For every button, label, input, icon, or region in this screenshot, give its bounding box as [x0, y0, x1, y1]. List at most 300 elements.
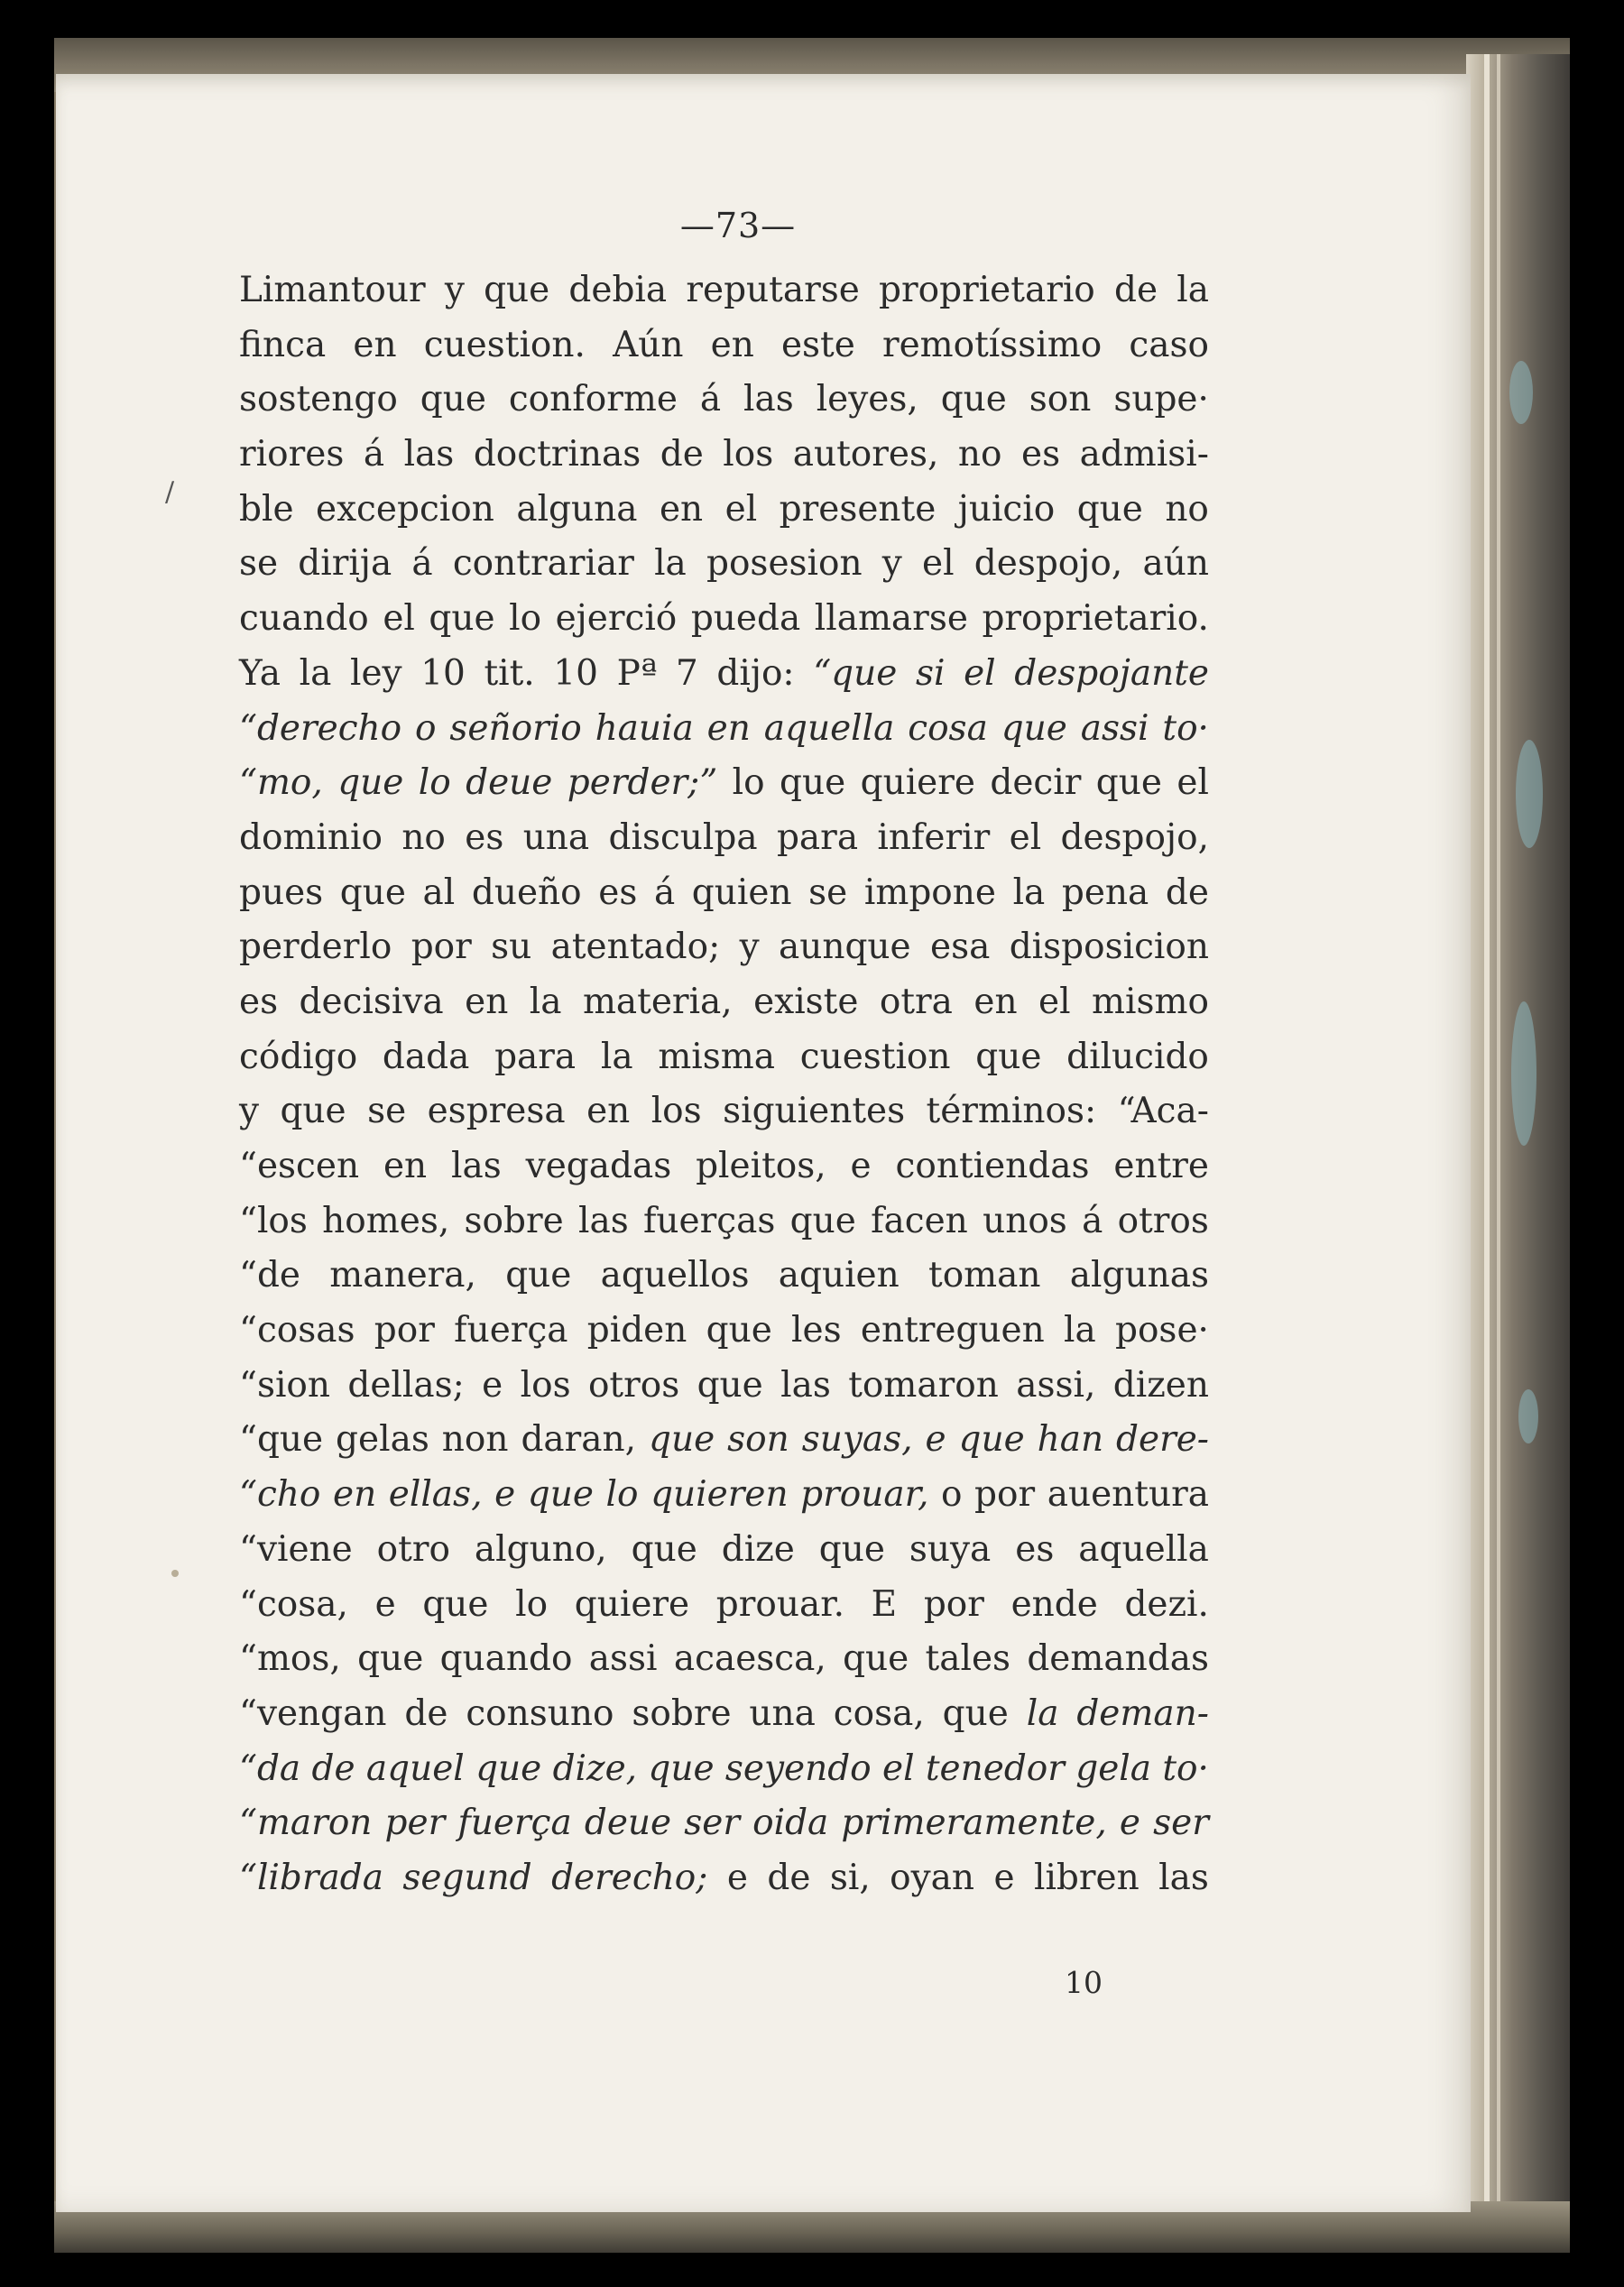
word: esa	[929, 927, 991, 968]
word: pose·	[1114, 1310, 1209, 1351]
word: y	[239, 1091, 260, 1132]
word: e	[850, 1146, 872, 1186]
word: lo	[515, 1583, 549, 1625]
word: unos	[983, 1200, 1067, 1241]
italic-word: “que	[813, 652, 898, 694]
italic-word: lo	[605, 1474, 639, 1516]
word: el	[383, 598, 415, 640]
word: “viene	[239, 1528, 353, 1570]
text-line	[239, 1249, 1209, 1304]
word: dada	[382, 1036, 470, 1077]
word: es	[239, 981, 279, 1022]
word: tomaron	[848, 1364, 999, 1406]
italic-word: que	[527, 1474, 594, 1516]
text-line	[239, 1139, 1209, 1194]
italic-word: aquella	[763, 707, 895, 749]
word: dueño	[471, 871, 582, 913]
word: gelas	[336, 1419, 429, 1461]
italic-word: deman-	[1076, 1692, 1209, 1734]
word: que	[484, 270, 550, 310]
paper-spot	[171, 1570, 179, 1577]
word: “que	[239, 1419, 324, 1461]
word: juicio	[957, 488, 1056, 530]
italic-word: cosa	[908, 707, 988, 749]
word: e	[374, 1583, 396, 1625]
word: excepcion	[315, 488, 494, 530]
word: no	[957, 434, 1002, 475]
word: que	[631, 1528, 697, 1570]
word: aquellos	[600, 1255, 750, 1296]
word: es	[465, 816, 504, 858]
word: supe·	[1113, 379, 1209, 420]
word: 7	[675, 652, 698, 694]
word: homes,	[322, 1200, 450, 1241]
italic-word: el	[964, 652, 996, 694]
word: ble	[239, 488, 294, 530]
italic-word: “derecho	[239, 707, 402, 749]
text-line	[239, 1468, 1209, 1523]
word: manera,	[329, 1255, 476, 1296]
word: presente	[779, 488, 937, 530]
word: cosa,	[833, 1692, 925, 1734]
word: á	[699, 379, 722, 420]
italic-word: to·	[1162, 707, 1209, 749]
italic-word: “mo,	[239, 762, 323, 804]
italic-word: que	[649, 1419, 715, 1461]
word: aunque	[778, 927, 911, 968]
text-line	[239, 537, 1209, 592]
word: que	[1076, 488, 1143, 530]
word: contrariar	[452, 543, 634, 585]
word: Limantour	[239, 270, 426, 310]
word: que	[940, 379, 1007, 420]
word: se	[808, 871, 848, 913]
text-line	[239, 1632, 1209, 1687]
word: el	[1176, 762, 1209, 804]
word: impone	[863, 871, 996, 913]
word: que	[505, 1255, 572, 1296]
word: que	[420, 379, 486, 420]
word: el	[1009, 816, 1042, 858]
word: atentado;	[550, 927, 721, 968]
text-line	[239, 428, 1209, 483]
page-number: —73—	[679, 206, 797, 245]
signature-mark: 10	[1065, 1965, 1103, 2000]
word: lo	[732, 762, 765, 804]
text-line	[239, 756, 1209, 811]
text-line	[239, 1851, 1209, 1906]
word: prouar.	[715, 1583, 845, 1625]
word: dijo:	[716, 652, 795, 694]
word: que	[357, 1638, 424, 1680]
word: materia,	[582, 981, 733, 1022]
word: o	[940, 1474, 963, 1516]
italic-word: ser	[684, 1803, 740, 1844]
word: conforme	[508, 379, 678, 420]
text-line	[239, 1084, 1209, 1139]
word: la	[600, 1036, 633, 1077]
word: les	[791, 1310, 842, 1351]
word: pleitos,	[696, 1146, 826, 1186]
word: que	[339, 871, 406, 913]
word: doctrinas	[473, 434, 641, 475]
text-line	[239, 1194, 1209, 1250]
word: e	[726, 1857, 748, 1898]
word: algunas	[1069, 1255, 1209, 1296]
word: despojo,	[973, 543, 1123, 585]
word: la	[1064, 1310, 1096, 1351]
text-line	[239, 592, 1209, 647]
water-stain	[1509, 361, 1533, 424]
word: términos:	[926, 1091, 1097, 1132]
italic-word: e	[1119, 1803, 1141, 1844]
italic-word: han	[1037, 1419, 1104, 1461]
word: la	[1012, 871, 1046, 913]
word: no	[401, 816, 446, 858]
word: 10	[553, 652, 598, 694]
word: por	[974, 1474, 1036, 1516]
word: mismo	[1092, 981, 1209, 1022]
word: dezi.	[1124, 1583, 1209, 1625]
word: “Aca-	[1117, 1091, 1209, 1132]
word: leyes,	[816, 379, 918, 420]
word: sostengo	[239, 379, 398, 420]
word: es	[1015, 1528, 1055, 1570]
word: facen	[871, 1200, 968, 1241]
word: á	[1082, 1200, 1103, 1241]
word: una	[749, 1692, 816, 1734]
word: quando	[439, 1638, 573, 1680]
word: en	[353, 324, 397, 365]
word: para	[776, 816, 859, 858]
word: á	[653, 871, 676, 913]
italic-word: deue	[466, 762, 553, 804]
italic-word: segund	[402, 1857, 532, 1898]
italic-word: aquel	[365, 1748, 465, 1789]
word: que	[942, 1692, 1009, 1734]
word: en	[586, 1091, 631, 1132]
word: cuando	[239, 598, 369, 640]
page-stack-edge	[1466, 54, 1570, 2246]
italic-word: gela	[1075, 1748, 1152, 1789]
word: en	[659, 488, 704, 530]
word: para	[494, 1036, 577, 1077]
stray-pen-mark: /	[165, 476, 175, 508]
word: caso	[1129, 324, 1209, 365]
word: otro	[376, 1528, 450, 1570]
word: dize	[721, 1528, 795, 1570]
word: toman	[928, 1255, 1041, 1296]
word: aún	[1142, 543, 1209, 585]
word: las	[1158, 1857, 1209, 1898]
word: ende	[1010, 1583, 1098, 1625]
word: su	[491, 927, 532, 968]
italic-word: suyas,	[801, 1419, 913, 1461]
text-line	[239, 811, 1209, 866]
word: quiere	[860, 762, 975, 804]
word: “vengan	[239, 1692, 387, 1734]
word: en	[973, 981, 1018, 1022]
word: que	[1095, 762, 1162, 804]
word: el	[1038, 981, 1071, 1022]
word: debia	[568, 270, 668, 310]
word: entreguen	[860, 1310, 1045, 1351]
word: alguno,	[474, 1528, 607, 1570]
word: las	[577, 1200, 629, 1241]
word: E	[871, 1583, 898, 1625]
word: la	[654, 543, 687, 585]
text-line	[239, 866, 1209, 921]
word: dirija	[298, 543, 392, 585]
word: en	[383, 1146, 428, 1186]
word: sobre	[632, 1692, 732, 1734]
word: demandas	[1027, 1638, 1209, 1680]
word: remotíssimo	[881, 324, 1103, 365]
word: oyan	[890, 1857, 975, 1898]
word: piden	[586, 1310, 687, 1351]
italic-word: dere-	[1116, 1419, 1209, 1461]
text-line	[239, 318, 1209, 373]
italic-word: assi	[1080, 707, 1149, 749]
word: quiere	[574, 1583, 690, 1625]
text-line	[239, 647, 1209, 702]
italic-word: per	[384, 1803, 446, 1844]
word: dizen	[1112, 1364, 1209, 1406]
word: pueda	[690, 598, 801, 640]
word: en	[710, 324, 754, 365]
italic-word: en	[706, 707, 751, 749]
word: inferir	[877, 816, 991, 858]
word: autores,	[792, 434, 939, 475]
word: reputarse	[686, 270, 860, 310]
word: la	[529, 981, 562, 1022]
word: tit.	[484, 652, 535, 694]
text-line	[239, 1742, 1209, 1797]
word: en	[465, 981, 509, 1022]
word: “los	[239, 1200, 308, 1241]
word: acaesca,	[673, 1638, 826, 1680]
italic-word: que	[958, 1419, 1025, 1461]
word: si,	[829, 1857, 871, 1898]
word: Aún	[613, 324, 684, 365]
word: tales	[925, 1638, 1011, 1680]
word: código	[239, 1036, 358, 1077]
word: por	[411, 927, 472, 968]
word: admisi-	[1079, 434, 1209, 475]
word: existe	[753, 981, 859, 1022]
word: y	[739, 927, 760, 968]
word: consuno	[466, 1692, 614, 1734]
word: las	[451, 1146, 502, 1186]
word: decir	[990, 762, 1082, 804]
word: proprietario.	[982, 598, 1209, 640]
word: non	[441, 1419, 509, 1461]
word: ley	[349, 652, 402, 694]
word: 10	[420, 652, 466, 694]
text-line	[239, 1304, 1209, 1359]
word: que	[780, 762, 846, 804]
italic-word: la	[1026, 1692, 1059, 1734]
word: no	[1165, 488, 1209, 530]
word: vegadas	[525, 1146, 672, 1186]
italic-word: tenedor	[925, 1748, 1065, 1789]
word: ejerció	[555, 598, 678, 640]
word: espresa	[427, 1091, 566, 1132]
text-line	[239, 263, 1209, 318]
word: los	[520, 1364, 571, 1406]
word: “escen	[239, 1146, 360, 1186]
word: por	[923, 1583, 984, 1625]
word: sobre	[464, 1200, 564, 1241]
italic-word: seyendo	[724, 1748, 872, 1789]
word: aquella	[1078, 1528, 1209, 1570]
word: alguna	[516, 488, 638, 530]
word: que	[789, 1200, 856, 1241]
italic-word: son	[727, 1419, 789, 1461]
word: á	[363, 434, 385, 475]
word: dellas;	[347, 1364, 465, 1406]
italic-word: “maron	[239, 1803, 373, 1844]
word: “mos,	[239, 1638, 341, 1680]
word: es	[1020, 434, 1061, 475]
text-line	[239, 920, 1209, 975]
italic-word: de	[311, 1748, 355, 1789]
word: siguientes	[723, 1091, 906, 1132]
italic-word: dize,	[552, 1748, 638, 1789]
italic-word: “cho	[239, 1474, 321, 1516]
word: de	[1113, 270, 1158, 310]
italic-word: señorio	[449, 707, 582, 749]
word: el	[724, 488, 758, 530]
italic-word: deue	[584, 1803, 672, 1844]
word: las	[403, 434, 455, 475]
italic-word: oida	[752, 1803, 829, 1844]
italic-word: o	[415, 707, 437, 749]
text-line	[239, 1796, 1209, 1851]
italic-word: el	[881, 1748, 915, 1789]
text-line	[239, 1523, 1209, 1578]
word: misma	[658, 1036, 776, 1077]
word: dilucido	[1066, 1036, 1209, 1077]
word: pues	[239, 871, 324, 913]
word: cuestion.	[423, 324, 586, 365]
word: de	[660, 434, 704, 475]
word: que	[843, 1638, 909, 1680]
word: Pª	[616, 652, 658, 694]
italic-word: to·	[1162, 1748, 1209, 1789]
italic-word: e	[925, 1419, 946, 1461]
word: quien	[691, 871, 792, 913]
word: aquien	[778, 1255, 900, 1296]
italic-word: lo	[418, 762, 451, 804]
word: los	[723, 434, 774, 475]
word: auentura	[1047, 1474, 1209, 1516]
text-line	[239, 975, 1209, 1030]
water-stain	[1516, 740, 1543, 848]
word: se	[367, 1091, 407, 1132]
word: proprietario	[879, 270, 1095, 310]
italic-word: e	[494, 1474, 516, 1516]
italic-word: fuerça	[457, 1803, 572, 1844]
word: que	[280, 1091, 346, 1132]
word: despojo,	[1060, 816, 1209, 858]
word: se	[239, 543, 279, 585]
italic-word: ellas,	[388, 1474, 483, 1516]
water-stain	[1511, 1001, 1536, 1146]
word: Ya	[239, 652, 281, 694]
text-line	[239, 1413, 1209, 1468]
word: entre	[1113, 1146, 1209, 1186]
word: á	[411, 543, 433, 585]
italic-word: derecho;	[551, 1857, 708, 1898]
text-line	[239, 373, 1209, 428]
italic-word: que	[475, 1748, 542, 1789]
word: son	[1029, 379, 1092, 420]
word: de	[404, 1692, 448, 1734]
word: daran,	[521, 1419, 637, 1461]
italic-word: “da	[239, 1748, 301, 1789]
text-line	[239, 1359, 1209, 1414]
word: que	[429, 598, 495, 640]
body-text	[239, 263, 1209, 1906]
word: “de	[239, 1255, 300, 1296]
italic-word: en	[332, 1474, 377, 1516]
text-line	[239, 483, 1209, 538]
word: fuerça	[454, 1310, 568, 1351]
word: assi,	[1016, 1364, 1096, 1406]
italic-word: que	[1001, 707, 1067, 749]
word: perderlo	[239, 927, 392, 968]
water-stain	[1518, 1389, 1538, 1443]
italic-word: hauia	[595, 707, 694, 749]
word: este	[780, 324, 855, 365]
word: otros	[1117, 1200, 1209, 1241]
word: otros	[587, 1364, 680, 1406]
word: “cosas	[239, 1310, 355, 1351]
word: de	[767, 1857, 811, 1898]
word: assi	[588, 1638, 658, 1680]
word: decisiva	[299, 981, 444, 1022]
word: que	[818, 1528, 885, 1570]
word: que	[422, 1583, 489, 1625]
word: y	[444, 270, 465, 310]
word: las	[780, 1364, 831, 1406]
word: disposicion	[1009, 927, 1209, 968]
word: que	[975, 1036, 1042, 1077]
word: libren	[1033, 1857, 1140, 1898]
text-line	[239, 1030, 1209, 1085]
word: los	[651, 1091, 702, 1132]
word: las	[743, 379, 794, 420]
italic-word: que	[648, 1748, 715, 1789]
word: que	[697, 1364, 763, 1406]
italic-word: “librada	[239, 1857, 383, 1898]
word: pena	[1061, 871, 1149, 913]
word: que	[706, 1310, 772, 1351]
word: lo	[509, 598, 542, 640]
word: es	[598, 871, 638, 913]
word: fuerças	[642, 1200, 776, 1241]
word: el	[922, 543, 955, 585]
word: y	[881, 543, 902, 585]
word: suya	[909, 1528, 992, 1570]
italic-word: primeramente,	[841, 1803, 1107, 1844]
italic-word: prouar,	[800, 1474, 929, 1516]
word: dominio	[239, 816, 383, 858]
italic-word: si	[915, 652, 946, 694]
word: finca	[239, 324, 327, 365]
italic-word: ser	[1153, 1803, 1209, 1844]
